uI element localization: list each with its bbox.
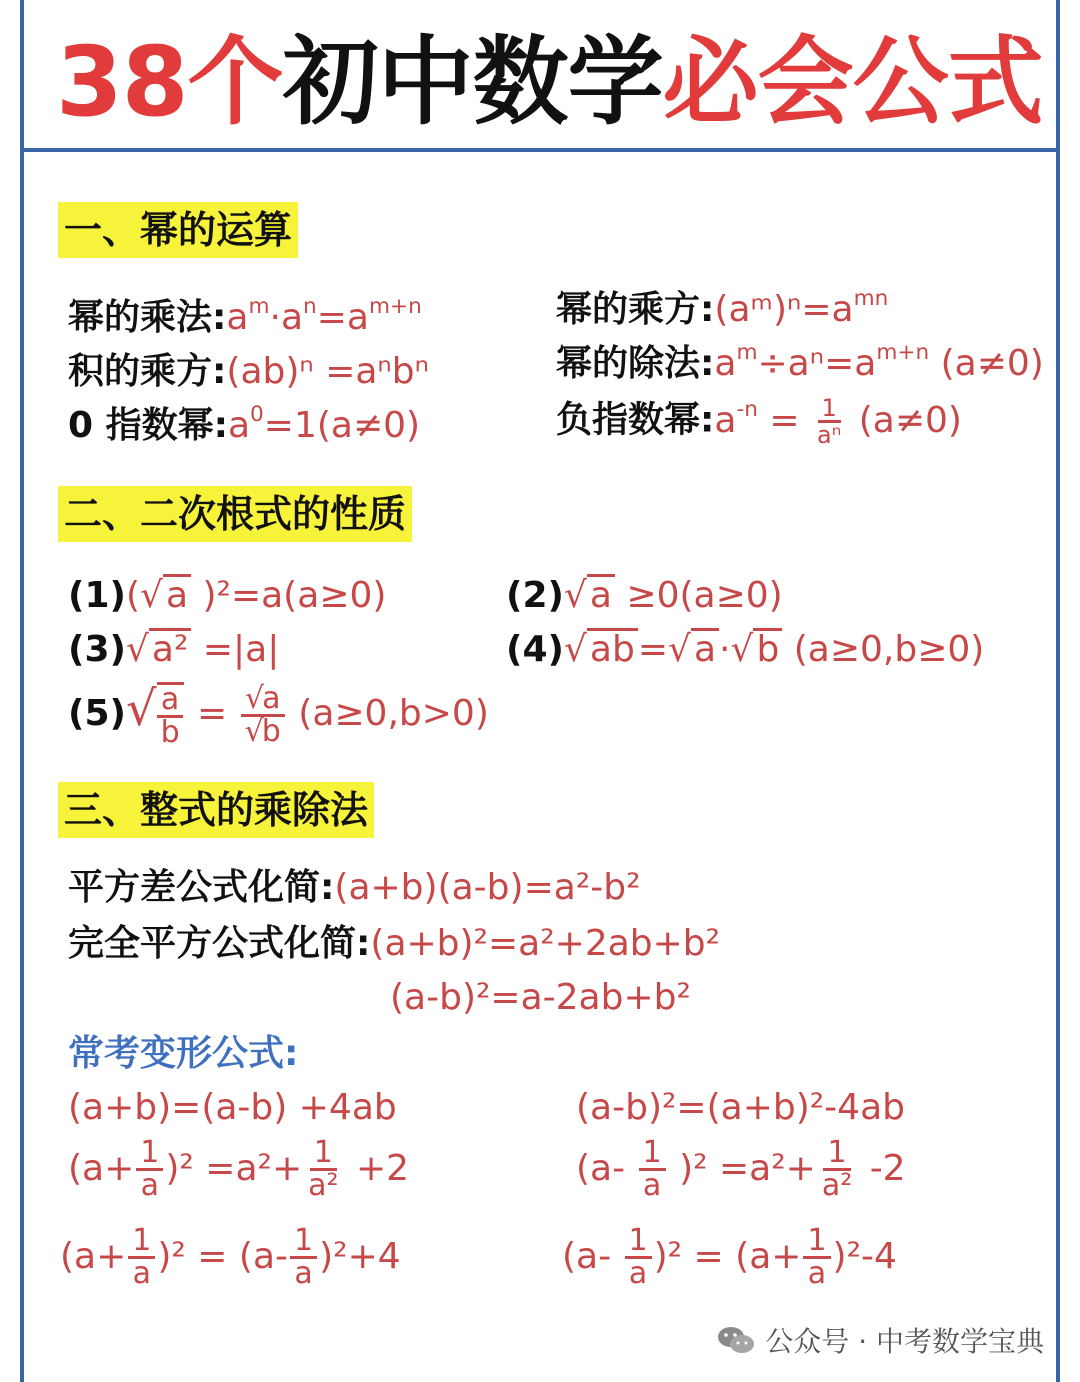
label: 平方差公式化简: — [68, 867, 335, 908]
formula — [126, 629, 279, 670]
radical-sign: √ — [244, 713, 264, 749]
term: ·a — [269, 297, 304, 338]
formula — [227, 401, 421, 446]
formula: (a-b)²=a-2ab+b² — [390, 977, 691, 1018]
fraction — [625, 1223, 652, 1291]
index: (5) — [68, 693, 126, 734]
exponent: mn — [853, 285, 889, 311]
term: )²=a(a≥0) — [191, 575, 387, 616]
term: (a+ — [60, 1235, 127, 1277]
term: = — [757, 399, 812, 441]
exponent: m+n — [876, 339, 930, 365]
exponent: 0 — [250, 401, 264, 427]
denominator: a — [140, 1168, 160, 1203]
fraction — [639, 1135, 666, 1203]
radical-property-4 — [506, 626, 984, 674]
title-part1: 38个 — [56, 26, 283, 138]
term: a — [226, 297, 249, 338]
radical-sign: √ — [125, 681, 157, 737]
term: +2 — [344, 1147, 410, 1189]
wechat-icon — [717, 1325, 755, 1355]
exponent: n — [303, 293, 317, 319]
index: (3) — [68, 629, 126, 670]
denominator: a — [294, 1256, 313, 1291]
term: )² =a²+ — [667, 1147, 816, 1189]
formula: (a+b)²=a²+2ab+b² — [370, 923, 721, 964]
fraction — [813, 396, 845, 447]
denominator: a — [132, 1256, 152, 1291]
formula — [714, 285, 889, 330]
variants-heading — [68, 1030, 298, 1078]
formula: (a-b)²=(a+b)²-4ab — [576, 1087, 905, 1128]
fraction — [304, 1135, 342, 1203]
denominator: a² — [308, 1168, 339, 1203]
term: -2 — [858, 1147, 906, 1189]
variant-formula-6 — [562, 1223, 897, 1291]
radicand: a — [691, 628, 719, 669]
exponent: m — [248, 293, 270, 319]
numerator: 1 — [803, 1226, 830, 1259]
fraction — [157, 682, 184, 748]
label: 完全平方公式化简: — [68, 923, 371, 964]
exponent: m+n — [368, 293, 422, 319]
term: (aᵐ)ⁿ=a — [714, 289, 854, 330]
exponent: m — [736, 339, 758, 365]
term: )²+4 — [319, 1235, 401, 1277]
term: ≥0(a≥0) — [614, 575, 783, 616]
formula: (a+b)(a-b)=a²-b² — [334, 867, 641, 908]
formula-power-of-power — [556, 286, 888, 334]
numerator — [241, 680, 285, 717]
radicand: a — [587, 574, 615, 615]
formula — [714, 394, 962, 449]
label: 负指数幂: — [556, 399, 715, 441]
formula-difference-of-squares — [68, 864, 641, 912]
radical-sign: √ — [245, 680, 265, 716]
condition: (a≠0) — [929, 343, 1044, 384]
formula-perfect-square-2 — [390, 974, 691, 1022]
term: )² = (a+ — [653, 1235, 802, 1277]
formula — [125, 680, 489, 750]
term: )² =a²+ — [165, 1147, 303, 1189]
variant-formula-1 — [68, 1084, 397, 1132]
condition: (a≥0,b>0) — [286, 693, 489, 734]
numerator: 1 — [128, 1226, 155, 1259]
term: a — [714, 399, 737, 441]
fraction — [818, 1135, 856, 1203]
term: ÷aⁿ=a — [757, 343, 877, 384]
denominator: a — [807, 1256, 827, 1291]
variant-formula-5 — [60, 1223, 401, 1291]
condition: (a≥0,b≥0) — [782, 629, 985, 670]
fraction — [290, 1223, 317, 1291]
term: = — [185, 693, 239, 734]
term: ( — [125, 575, 141, 616]
denominator — [241, 713, 285, 749]
radical-property-5 — [68, 682, 489, 748]
label: 幂的除法: — [556, 343, 715, 384]
radicand: b — [753, 628, 782, 669]
denominator: b — [160, 715, 180, 750]
radical-property-1 — [68, 572, 386, 620]
formula — [576, 1135, 906, 1203]
condition: (a≠0) — [847, 399, 962, 441]
fraction — [241, 680, 285, 749]
formula: (ab)ⁿ =aⁿbⁿ — [226, 351, 429, 392]
term: )² = (a- — [157, 1235, 288, 1277]
radicand: b — [261, 713, 281, 749]
numerator: 1 — [290, 1226, 317, 1259]
denominator: a² — [821, 1168, 853, 1203]
index: (4) — [506, 629, 564, 670]
variants-label: 常考变形公式: — [68, 1033, 299, 1074]
term: (a- — [562, 1235, 623, 1277]
numerator: 1 — [818, 396, 841, 423]
index: (1) — [68, 575, 126, 616]
numerator: 1 — [823, 1138, 850, 1171]
formula — [562, 1223, 897, 1291]
index: (2) — [506, 575, 564, 616]
formula — [226, 293, 422, 338]
term: (a+ — [68, 1147, 135, 1189]
term: · — [719, 629, 731, 670]
numerator: 1 — [136, 1138, 163, 1171]
radical-property-2 — [506, 572, 783, 620]
fraction — [803, 1223, 830, 1291]
variant-formula-4 — [576, 1135, 906, 1203]
label: 0 指数幂: — [68, 405, 228, 446]
formula — [564, 629, 984, 670]
section-heading-polynomials: 三、整式的乘除法 — [58, 782, 374, 838]
radical-property-3 — [68, 626, 279, 674]
denominator: a — [628, 1256, 648, 1291]
watermark-text: 公众号 · 中考数学宝典 — [765, 1325, 1044, 1358]
radicand: a — [163, 574, 191, 615]
formula-zero-exponent — [68, 402, 420, 450]
label: 积的乘方: — [68, 351, 227, 392]
variant-formula-2 — [576, 1084, 905, 1132]
formula-perfect-square-1 — [68, 920, 720, 968]
fraction — [128, 1223, 155, 1291]
formula-power-multiply — [68, 294, 422, 342]
radical-sign: √ — [563, 629, 587, 670]
numerator: a — [157, 685, 183, 718]
title-part2: 初中数学 — [282, 26, 663, 138]
radical-sign: √ — [125, 629, 149, 670]
radical-sign: √ — [563, 575, 587, 616]
numerator: 1 — [310, 1138, 337, 1171]
numerator: 1 — [639, 1138, 666, 1171]
fraction — [136, 1135, 163, 1203]
label: 幂的乘方: — [556, 289, 715, 330]
formula-product-power — [68, 348, 429, 396]
radicand: ab — [587, 628, 638, 669]
formula-negative-exponent — [556, 396, 962, 447]
formula — [714, 339, 1044, 384]
exponent: -n — [736, 396, 758, 422]
radicand: a² — [149, 628, 192, 669]
watermark — [717, 1320, 1044, 1360]
term: )²-4 — [832, 1235, 897, 1277]
term: = — [637, 629, 669, 670]
radical-sign: √ — [668, 629, 691, 670]
denominator: aⁿ — [817, 421, 842, 449]
section-heading-radicals: 二、二次根式的性质 — [58, 486, 412, 542]
formula — [68, 1135, 410, 1203]
formula — [564, 575, 783, 616]
formula — [60, 1223, 401, 1291]
numerator: 1 — [625, 1226, 652, 1259]
term: a — [227, 405, 251, 446]
page-title — [56, 22, 1043, 142]
label: 幂的乘法: — [68, 297, 227, 338]
term: (a- — [576, 1147, 637, 1189]
variant-formula-3 — [68, 1135, 410, 1203]
radical-sign: √ — [140, 575, 163, 616]
term: =|a| — [191, 629, 280, 670]
section-heading-powers: 一、幂的运算 — [58, 202, 298, 258]
formula-power-divide — [556, 340, 1044, 388]
term: =a — [316, 297, 369, 338]
formula: (a+b)=(a-b) +4ab — [68, 1087, 397, 1128]
radical-sign: √ — [730, 629, 754, 670]
radicand: a — [262, 680, 281, 716]
term: a — [714, 343, 737, 384]
formula — [126, 575, 386, 616]
title-divider — [20, 148, 1060, 152]
title-part3: 必会公式 — [662, 26, 1043, 138]
denominator: a — [642, 1168, 662, 1203]
term: =1(a≠0) — [263, 405, 421, 446]
